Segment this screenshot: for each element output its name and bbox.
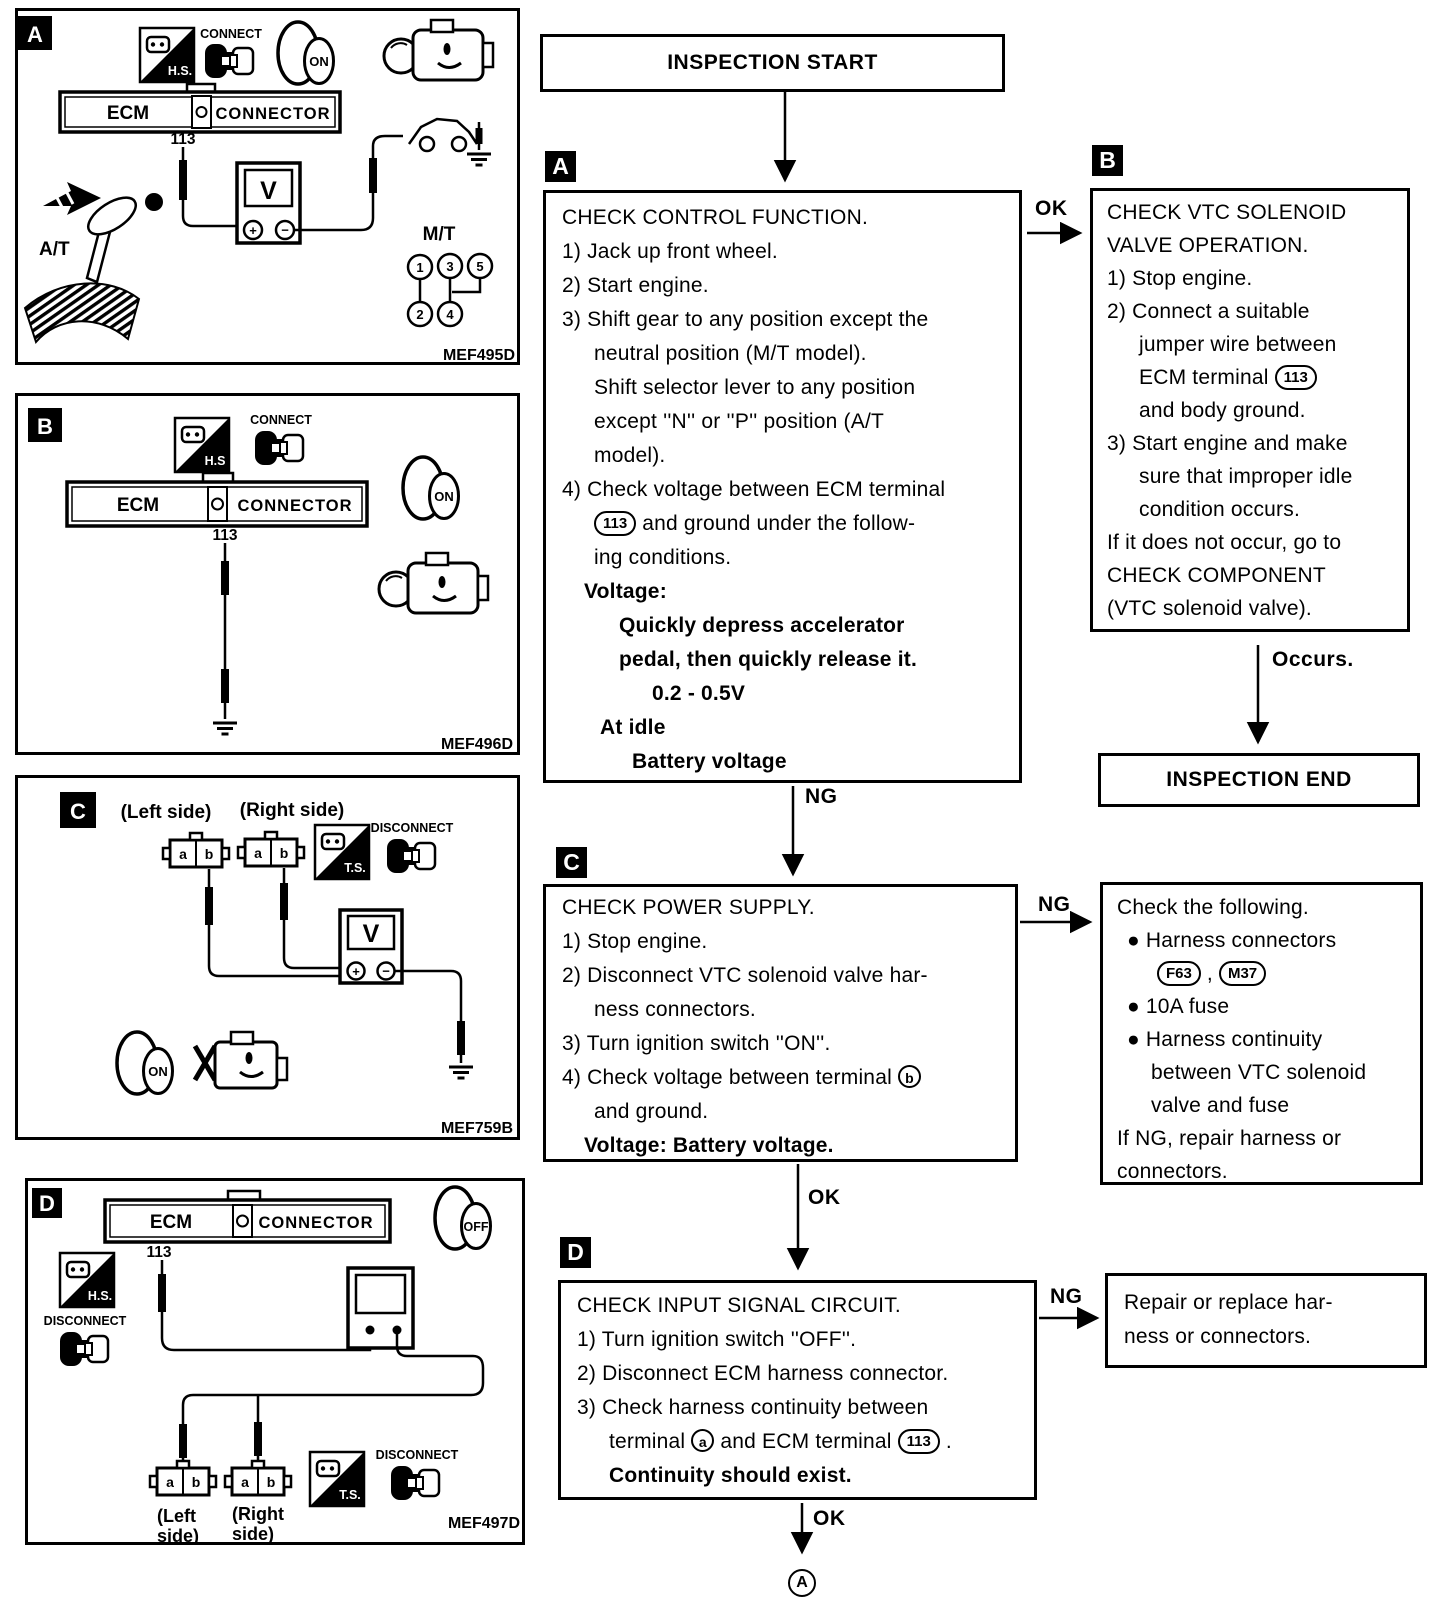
step-box-check-power-supply — [543, 884, 1018, 1162]
flow-line: ness or connectors. — [1124, 1325, 1312, 1348]
svg-text:OFF: OFF — [463, 1220, 489, 1234]
hs-icon — [175, 418, 229, 472]
step-box-check-control-function — [543, 190, 1022, 783]
test-lead-wire — [294, 136, 403, 230]
svg-text:M/T: M/T — [422, 224, 456, 245]
flow-line: Battery voltage — [632, 750, 787, 773]
test-lead-wire — [284, 868, 347, 968]
flow-line: Shift selector lever to any position — [594, 376, 916, 399]
terminal-ref: M37 — [1219, 961, 1266, 986]
flow-line: 4) Check voltage between terminal b — [562, 1061, 1011, 1095]
ground-symbol — [449, 1067, 473, 1078]
ground-symbol — [213, 723, 237, 734]
shift-lever-illustration — [25, 182, 163, 342]
flow-line: 3) Start engine and make — [1107, 432, 1348, 455]
test-lead-wire — [183, 147, 237, 226]
car-ground-icon — [409, 119, 491, 165]
svg-text:side): side) — [157, 1526, 200, 1545]
svg-text:+: + — [249, 223, 257, 238]
flow-line: ECM terminal 113 — [1107, 361, 1403, 394]
terminal-ref: 113 — [594, 511, 636, 536]
ignition-key-off-icon — [435, 1187, 491, 1249]
svg-text:ON: ON — [148, 1064, 168, 1079]
flow-line: If NG, repair harness or — [1117, 1127, 1342, 1150]
arrow-icon — [43, 182, 101, 215]
connect-icon — [200, 27, 262, 78]
flow-line: ness connectors. — [594, 998, 756, 1021]
result-box-repair-or-replace — [1105, 1273, 1427, 1368]
ok-label: OK — [808, 1186, 841, 1209]
flow-line: 3) Turn ignition switch ''ON''. — [562, 1032, 831, 1055]
svg-text:CONNECTOR: CONNECTOR — [215, 105, 331, 123]
svg-text:B: B — [37, 414, 53, 439]
flow-line: valve and fuse — [1151, 1094, 1290, 1117]
svg-text:CONNECTOR: CONNECTOR — [258, 1214, 374, 1232]
flow-line: 2) Disconnect ECM harness connector. — [577, 1362, 949, 1385]
flow-line: ● 10A fuse — [1127, 995, 1230, 1018]
test-lead-wire — [162, 1260, 370, 1350]
svg-text:H.S.: H.S. — [167, 64, 193, 78]
flow-line: Repair or replace har- — [1124, 1291, 1333, 1314]
svg-text:D: D — [39, 1191, 55, 1216]
svg-text:b: b — [266, 1474, 276, 1490]
figure-code: MEF497D — [447, 1515, 520, 1532]
flow-line: Quickly depress accelerator — [619, 614, 905, 637]
goto-a-connector: A — [788, 1569, 816, 1597]
flow-line: and body ground. — [1139, 399, 1306, 422]
svg-text:ECM: ECM — [149, 1212, 193, 1233]
left-side-label: (Left — [157, 1506, 196, 1526]
engine-icon — [195, 1032, 287, 1088]
flow-line: CHECK POWER SUPPLY. — [562, 896, 815, 919]
flow-line: 2) Disconnect VTC solenoid valve har- — [562, 964, 928, 987]
disconnect-icon — [44, 1314, 127, 1366]
flow-line: Continuity should exist. — [609, 1464, 852, 1487]
flow-line: except ''N'' or ''P'' position (A/T — [594, 410, 885, 433]
flow-line: 3) Check harness continuity between — [577, 1396, 929, 1419]
flow-line: between VTC solenoid — [1151, 1061, 1367, 1084]
connect-icon — [250, 413, 312, 465]
right-side-label: (Right — [232, 1504, 284, 1524]
svg-text:H.S: H.S — [204, 454, 226, 468]
panel-b-label — [28, 408, 62, 442]
test-lead-wire — [209, 869, 347, 976]
svg-text:a: a — [241, 1474, 249, 1490]
panel-c-label — [60, 792, 96, 828]
svg-text:a: a — [166, 1474, 174, 1490]
flow-line: ● Harness continuity — [1127, 1028, 1323, 1051]
disconnect-icon — [376, 1448, 459, 1500]
flow-line: 0.2 - 0.5V — [652, 682, 746, 705]
smiley-connector-icon — [384, 20, 493, 80]
svg-text:V: V — [362, 920, 380, 948]
ecm-connector-bar — [105, 1191, 390, 1242]
figure-panel-b — [15, 393, 520, 755]
svg-text:CONNECTOR: CONNECTOR — [237, 497, 353, 515]
svg-text:T.S.: T.S. — [344, 861, 366, 875]
svg-text:−: − — [281, 222, 289, 238]
svg-text:ON: ON — [434, 489, 454, 504]
harness-connector-ab-left — [163, 833, 229, 867]
flow-line: and ground. — [594, 1100, 709, 1123]
flow-tag-d: D — [560, 1237, 591, 1268]
svg-text:b: b — [204, 846, 214, 862]
hs-icon — [140, 28, 194, 82]
flow-line: If it does not occur, go to — [1107, 531, 1342, 554]
terminal-113-label: 113 — [146, 1244, 172, 1261]
flow-line: 1) Jack up front wheel. — [562, 240, 778, 263]
terminal-113-label: 113 — [212, 527, 238, 544]
svg-text:V: V — [260, 177, 277, 205]
terminal-ref: 113 — [898, 1429, 940, 1454]
flow-line: VALVE OPERATION. — [1107, 234, 1309, 257]
flow-line: condition occurs. — [1139, 498, 1300, 521]
ignition-key-on-icon — [278, 22, 334, 84]
ts-icon — [310, 1452, 364, 1506]
figure-code: MEF759B — [440, 1120, 513, 1137]
ng-label: NG — [1038, 893, 1071, 916]
flow-line: ● Harness connectors — [1127, 929, 1337, 952]
flow-line: 113 and ground under the follow- — [562, 507, 1015, 541]
inspection-end-box — [1098, 753, 1420, 807]
inspection-start-label: INSPECTION START — [667, 51, 878, 74]
flow-line: F63 , M37 — [1117, 957, 1416, 990]
terminal-ref: F63 — [1157, 961, 1201, 986]
ng-label: NG — [1050, 1285, 1083, 1308]
flow-line: sure that improper idle — [1139, 465, 1353, 488]
flow-tag-b: B — [1092, 145, 1123, 176]
flow-line: ing conditions. — [594, 546, 732, 569]
inspection-end-label: INSPECTION END — [1166, 768, 1352, 791]
svg-text:CONNECT: CONNECT — [200, 27, 262, 41]
svg-text:2: 2 — [416, 307, 424, 322]
figure-code: MEF495D — [442, 347, 515, 364]
flow-line: 1) Stop engine. — [1107, 267, 1253, 290]
svg-text:H.S.: H.S. — [87, 1289, 113, 1303]
svg-text:a: a — [254, 845, 262, 861]
flow-line: 4) Check voltage between ECM terminal — [562, 478, 946, 501]
figure-panel-c — [15, 775, 520, 1140]
flow-line: terminal a and ECM terminal 113 . — [609, 1430, 952, 1453]
flow-line: model). — [594, 444, 666, 467]
test-lead-wire — [183, 1334, 483, 1461]
flow-line: 1) Turn ignition switch ''OFF''. — [577, 1328, 857, 1351]
svg-text:C: C — [70, 799, 86, 824]
ignition-key-on-icon — [117, 1032, 173, 1094]
smiley-connector-icon — [379, 553, 488, 613]
flow-line: CHECK VTC SOLENOID — [1107, 201, 1347, 224]
svg-text:CONNECT: CONNECT — [250, 413, 312, 427]
ok-label: OK — [1035, 197, 1068, 220]
svg-text:−: − — [382, 963, 390, 979]
svg-text:ECM: ECM — [106, 103, 150, 124]
terminal-ref: 113 — [1275, 365, 1317, 390]
svg-text:DISCONNECT: DISCONNECT — [375, 1448, 459, 1462]
harness-connector-ab-right — [238, 832, 304, 866]
flow-line: neutral position (M/T model). — [594, 342, 867, 365]
ecm-connector-bar — [60, 84, 340, 132]
at-label: A/T — [39, 239, 70, 260]
flow-line: Voltage: Battery voltage. — [584, 1134, 834, 1157]
ts-icon — [315, 825, 369, 879]
right-side-label: (Right side) — [239, 800, 345, 821]
harness-connector-ab-left — [150, 1461, 216, 1495]
svg-text:DISCONNECT: DISCONNECT — [370, 821, 454, 835]
hs-icon — [60, 1253, 114, 1307]
flow-line: CHECK INPUT SIGNAL CIRCUIT. — [577, 1294, 901, 1317]
flow-line: (VTC solenoid valve). — [1107, 597, 1312, 620]
flow-tag-c: C — [556, 847, 587, 878]
flow-line: 2) Start engine. — [562, 274, 709, 297]
svg-text:ECM: ECM — [116, 495, 160, 516]
figure-code: MEF496D — [440, 736, 513, 753]
svg-text:ON: ON — [309, 54, 329, 69]
ecm-connector-bar — [67, 473, 367, 526]
ground-symbol — [467, 154, 491, 165]
flow-tag-a: A — [545, 151, 576, 182]
left-side-label: (Left side) — [120, 802, 212, 823]
flow-line: CHECK CONTROL FUNCTION. — [562, 206, 868, 229]
flow-line: 2) Connect a suitable — [1107, 300, 1310, 323]
svg-text:A: A — [27, 22, 43, 47]
flow-line: At idle — [600, 716, 666, 739]
ohmmeter-icon — [348, 1268, 413, 1348]
occurs-label: Occurs. — [1272, 648, 1354, 671]
terminal-ref: a — [691, 1429, 714, 1452]
svg-text:T.S.: T.S. — [339, 1488, 361, 1502]
svg-text:side): side) — [232, 1524, 275, 1544]
result-box-check-the-following — [1100, 882, 1423, 1185]
disconnect-icon — [371, 821, 454, 873]
svg-text:4: 4 — [446, 307, 454, 322]
ng-label: NG — [805, 785, 838, 808]
mt-shift-pattern — [408, 224, 492, 326]
flow-line: CHECK COMPONENT — [1107, 564, 1326, 587]
harness-connector-ab-right — [225, 1461, 291, 1495]
figure-panel-d — [25, 1178, 525, 1545]
terminal-113-label: 113 — [170, 131, 196, 148]
terminal-ref: b — [898, 1065, 921, 1088]
svg-text:b: b — [191, 1474, 201, 1490]
test-lead-wire — [395, 971, 461, 1063]
panel-a-label — [18, 16, 52, 50]
inspection-start-box — [540, 34, 1005, 92]
flow-line: 3) Shift gear to any position except the — [562, 308, 929, 331]
ignition-key-on-icon — [403, 457, 459, 519]
panel-d-label — [32, 1188, 62, 1218]
svg-text:a: a — [179, 846, 187, 862]
flow-line: connectors. — [1117, 1160, 1228, 1183]
svg-text:5: 5 — [476, 259, 484, 274]
flow-line: 1) Stop engine. — [562, 930, 708, 953]
figure-panel-a — [15, 8, 520, 365]
flow-line: Check the following. — [1117, 896, 1309, 919]
svg-text:1: 1 — [416, 260, 424, 275]
svg-text:3: 3 — [446, 259, 454, 274]
ok-label: OK — [813, 1507, 846, 1530]
flow-line: pedal, then quickly release it. — [619, 648, 917, 671]
step-box-check-input-signal-circuit — [558, 1280, 1037, 1500]
svg-text:b: b — [279, 845, 289, 861]
flow-line: Voltage: — [584, 580, 667, 603]
voltmeter-icon — [340, 910, 402, 983]
svg-text:DISCONNECT: DISCONNECT — [43, 1314, 127, 1328]
svg-text:+: + — [352, 964, 360, 979]
voltmeter-icon — [237, 163, 300, 243]
step-box-check-vtc-solenoid-valve-operation — [1090, 188, 1410, 632]
flow-line: jumper wire between — [1139, 333, 1337, 356]
